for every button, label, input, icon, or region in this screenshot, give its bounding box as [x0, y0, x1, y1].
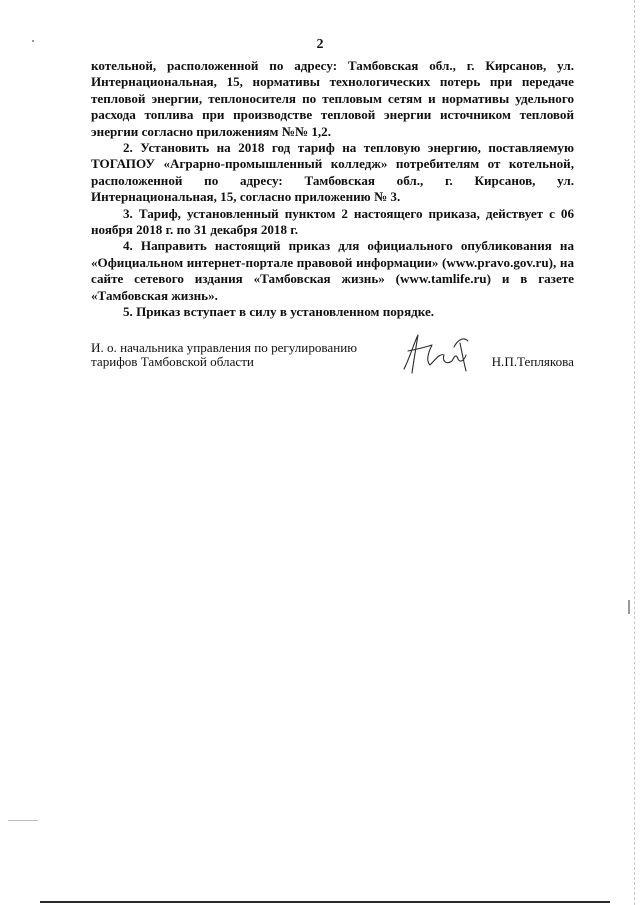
scan-margin-mark — [8, 820, 38, 821]
paragraph-4: 4. Направить настоящий приказ для официального опубликования на «Официальном интернет-портале правовой информации» (www.pravo.gov.ru), на сайте сетевого издания «Тамбовская жизнь» (www.tamlife.ru) и в газете «Тамбовская жизнь». — [91, 238, 574, 303]
paragraph-3: 3. Тариф, установленный пунктом 2 настоящего приказа, действует с 06 ноября 2018 г. по 31 декабря 2018 г. — [91, 205, 574, 238]
document-body — [91, 58, 574, 321]
signer-title-line-1: И. о. начальника управления по регулированию — [91, 340, 358, 355]
paragraph-5: 5. Приказ вступает в силу в установленном порядке. — [123, 304, 435, 320]
scan-speck — [628, 600, 630, 614]
page-number: 2 — [316, 37, 324, 52]
handwritten-signature — [396, 329, 478, 377]
signature-block — [91, 341, 574, 391]
paragraph-2: 2. Установить на 2018 год тариф на тепловую энергию, поставляемую ТОГАПОУ «Аграрно-промышленный колледж» потребителям от котельной, расположенной по адресу: Тамбовская обл., г. Кирсанов, ул. Интернациональная, 15, согласно приложению № 3. — [91, 140, 574, 205]
scan-bottom-edge — [40, 901, 610, 903]
paragraph-1-continuation: котельной, расположенной по адресу: Тамбовская обл., г. Кирсанов, ул. Интернациональная, 15, нормативы технологических потерь при передаче тепловой энергии, теплоносителя по тепловым сетям и нормативы удельного расхода топлива при производстве тепловой энергии источником тепловой энергии согласно приложениям №№ 1,2. — [91, 58, 574, 139]
signer-name: Н.П.Теплякова — [491, 354, 574, 369]
signer-title — [91, 341, 411, 369]
scan-edge-line — [634, 0, 636, 905]
signer-title-line-2: тарифов Тамбовской области — [91, 354, 254, 369]
